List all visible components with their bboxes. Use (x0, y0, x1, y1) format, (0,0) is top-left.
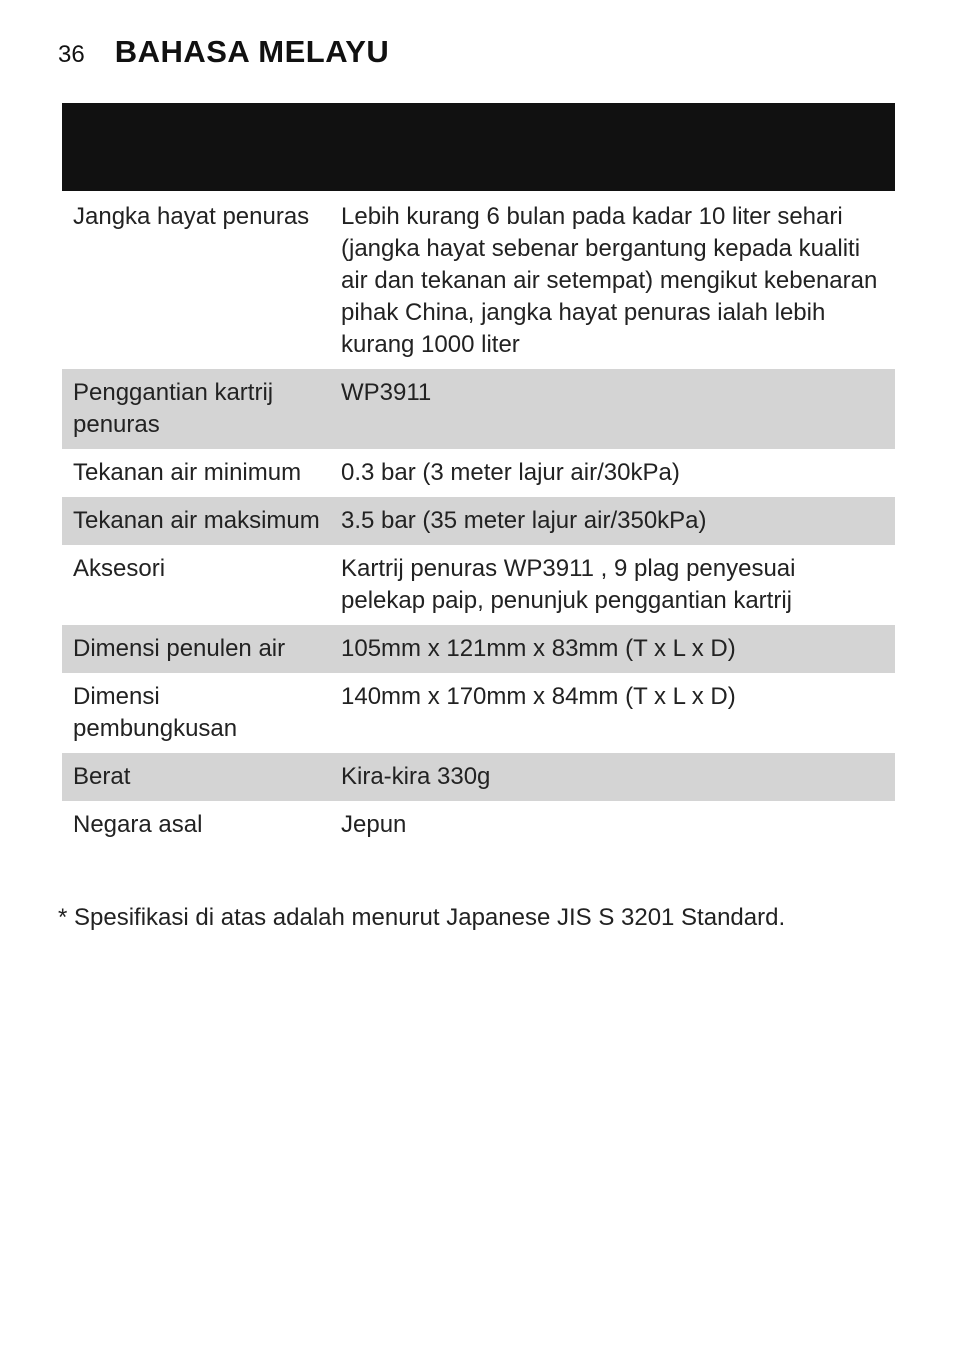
spec-value: WP3911 (341, 369, 895, 449)
spec-label: Aksesori (73, 555, 166, 582)
spec-value: 140mm x 170mm x 84mm (T x L x D) (341, 683, 736, 710)
table-header-cell-left (62, 103, 341, 191)
table-row (62, 801, 895, 849)
page-number: 36 (58, 41, 85, 68)
table-header-bar (62, 103, 895, 191)
spec-value: 3.5 bar (35 meter lajur air/350kPa) (341, 497, 895, 545)
spec-label: Tekanan air maksimum (62, 497, 341, 545)
spec-value: Kartrij penuras WP3911 , 9 plag penyesuai pelekap paip, penunjuk penggantian kartrij (341, 555, 796, 614)
spec-label: Jangka hayat penuras (73, 203, 310, 230)
footnote: * Spesifikasi di atas adalah menurut Japanese JIS S 3201 Standard. (58, 904, 786, 931)
table-row (62, 625, 895, 673)
spec-label: Negara asal (73, 811, 203, 838)
spec-label: Dimensi penulen air (62, 625, 341, 673)
spec-value: Kira-kira 330g (341, 753, 895, 801)
table-row (62, 369, 895, 449)
table-row (62, 753, 895, 801)
spec-label: Penggantian kartrij penuras (62, 369, 341, 449)
spec-label: Tekanan air minimum (73, 459, 302, 486)
page-header (58, 34, 389, 70)
spec-value: Lebih kurang 6 bulan pada kadar 10 liter sehari (jangka hayat sebenar bergantung kepada kualiti air dan tekanan air setempat) mengikut kebenaran pihak China, jangka hayat penuras ialah lebih kurang 1000 liter (341, 203, 878, 358)
spec-value: 0.3 bar (3 meter lajur air/30kPa) (341, 459, 680, 486)
spec-label: Berat (62, 753, 341, 801)
spec-value: Jepun (341, 811, 407, 838)
table-row (62, 497, 895, 545)
table-row (62, 449, 895, 497)
spec-value: 105mm x 121mm x 83mm (T x L x D) (341, 625, 895, 673)
table-row (62, 673, 895, 753)
specifications-table (62, 103, 895, 849)
spec-label: Dimensi pembungkusan (73, 683, 238, 742)
table-header-cell-right (341, 103, 895, 191)
table-row (62, 191, 895, 369)
table-row (62, 545, 895, 625)
section-title: BAHASA MELAYU (114, 34, 390, 69)
